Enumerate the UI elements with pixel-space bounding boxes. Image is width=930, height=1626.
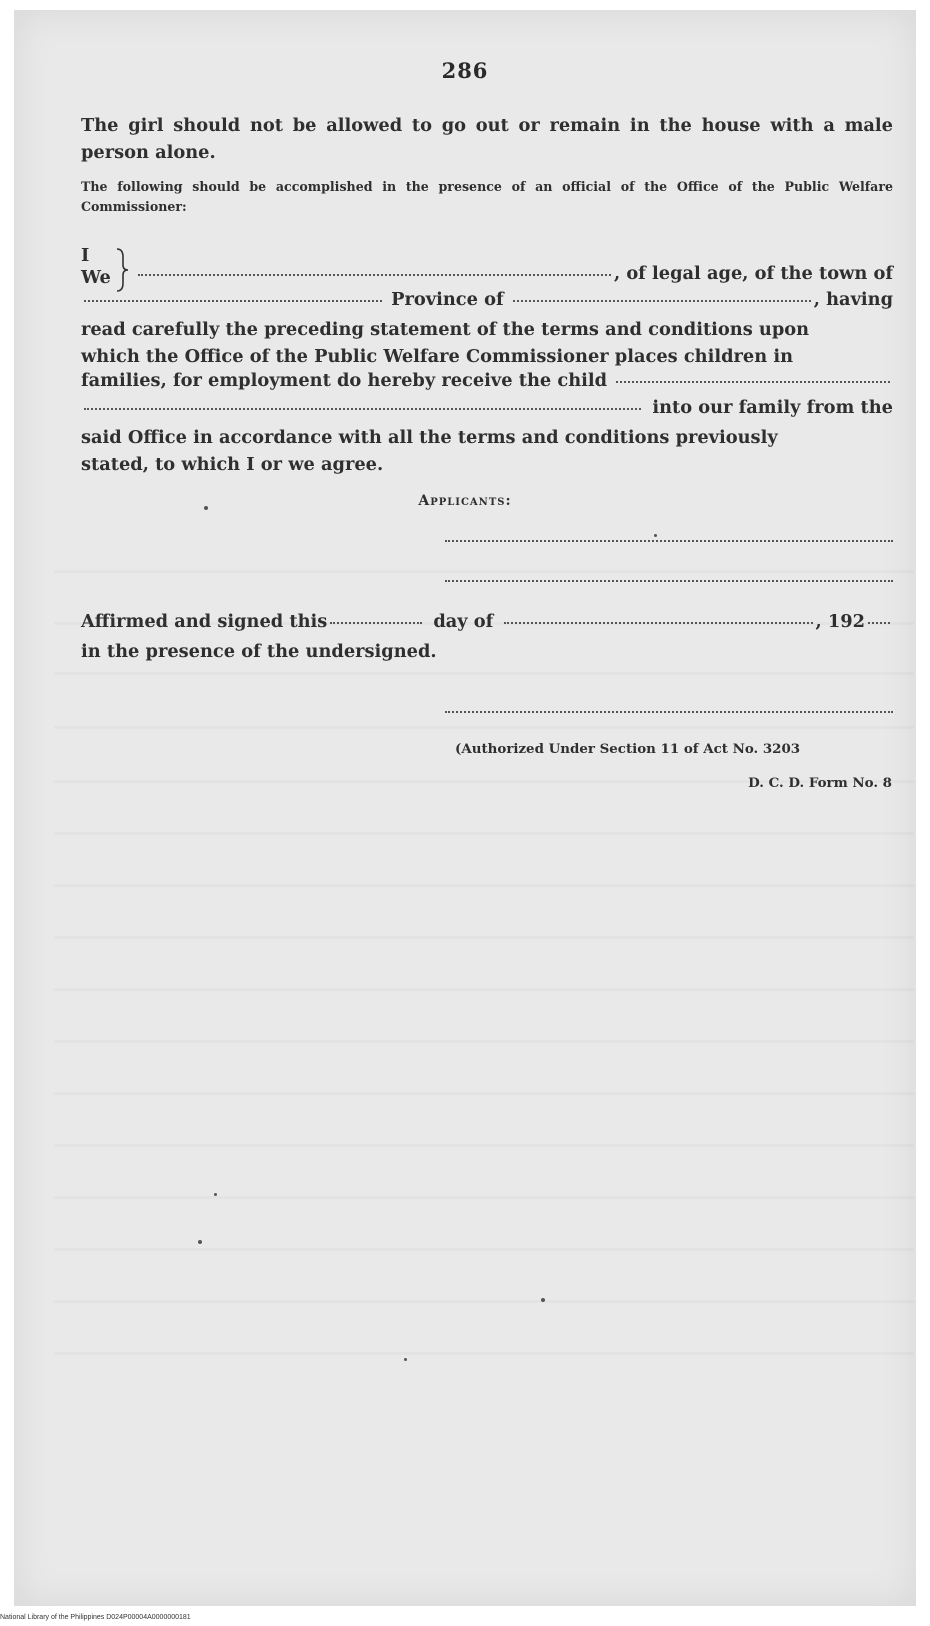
province-field[interactable] xyxy=(513,299,811,302)
body-line-1: read carefully the preceding statement of the terms and conditions upon xyxy=(81,319,810,340)
applicant-name-field[interactable] xyxy=(138,273,611,276)
town-field[interactable] xyxy=(84,299,382,302)
province-line xyxy=(81,289,893,317)
official-signature-line[interactable] xyxy=(445,711,893,713)
day-field[interactable] xyxy=(330,621,422,624)
form-number: D. C. D. Form No. 8 xyxy=(748,775,892,791)
page-number: 286 xyxy=(441,58,489,83)
year-prefix-text: , 192 xyxy=(815,611,865,632)
legal-age-text: , of legal age, of the town of xyxy=(613,263,893,284)
affirmation-line xyxy=(81,611,893,639)
month-field[interactable] xyxy=(504,621,812,624)
body-line-2: which the Office of the Public Welfare Commissioner places children in xyxy=(81,346,794,367)
official-notice: The following should be accomplished in the presence of an official of the Office of the Public Welfare Commissioner: xyxy=(81,179,893,214)
pronoun-options xyxy=(81,245,117,289)
applicant-name-line xyxy=(135,263,893,291)
archive-credit: National Library of the Philippines D024P00004A0000000181 xyxy=(0,1614,191,1621)
affirmed-text: Affirmed and signed this xyxy=(81,611,328,632)
authorization-note: (Authorized Under Section 11 of Act No. 3203 xyxy=(455,741,801,757)
body-line-6: stated, to which I or we agree. xyxy=(81,454,384,475)
child-line xyxy=(81,370,893,398)
pronoun-i: I xyxy=(81,245,90,266)
day-of-text: day of xyxy=(433,611,494,632)
receive-child-text: families, for employment do hereby receive the child xyxy=(81,370,608,391)
intro-paragraph: The girl should not be allowed to go out or remain in the house with a male person alone. xyxy=(81,115,893,163)
applicant-name-block xyxy=(81,245,893,295)
child-name-field[interactable] xyxy=(616,380,890,383)
applicants-label: Applicants: xyxy=(418,493,512,509)
affirmation-second-line: in the presence of the undersigned. xyxy=(81,641,437,662)
applicant-signature-line-1[interactable] xyxy=(445,540,893,542)
family-line xyxy=(81,397,893,425)
having-text: , having xyxy=(813,289,894,310)
province-label: Province of xyxy=(391,289,504,310)
pronoun-we: We xyxy=(81,267,111,288)
year-field[interactable] xyxy=(868,621,890,624)
into-family-text: into our family from the xyxy=(652,397,893,418)
applicant-signature-line-2[interactable] xyxy=(445,580,893,582)
curly-brace-icon xyxy=(115,247,129,293)
child-name-continued-field[interactable] xyxy=(84,407,641,410)
body-line-5: said Office in accordance with all the terms and conditions previously xyxy=(81,427,778,448)
